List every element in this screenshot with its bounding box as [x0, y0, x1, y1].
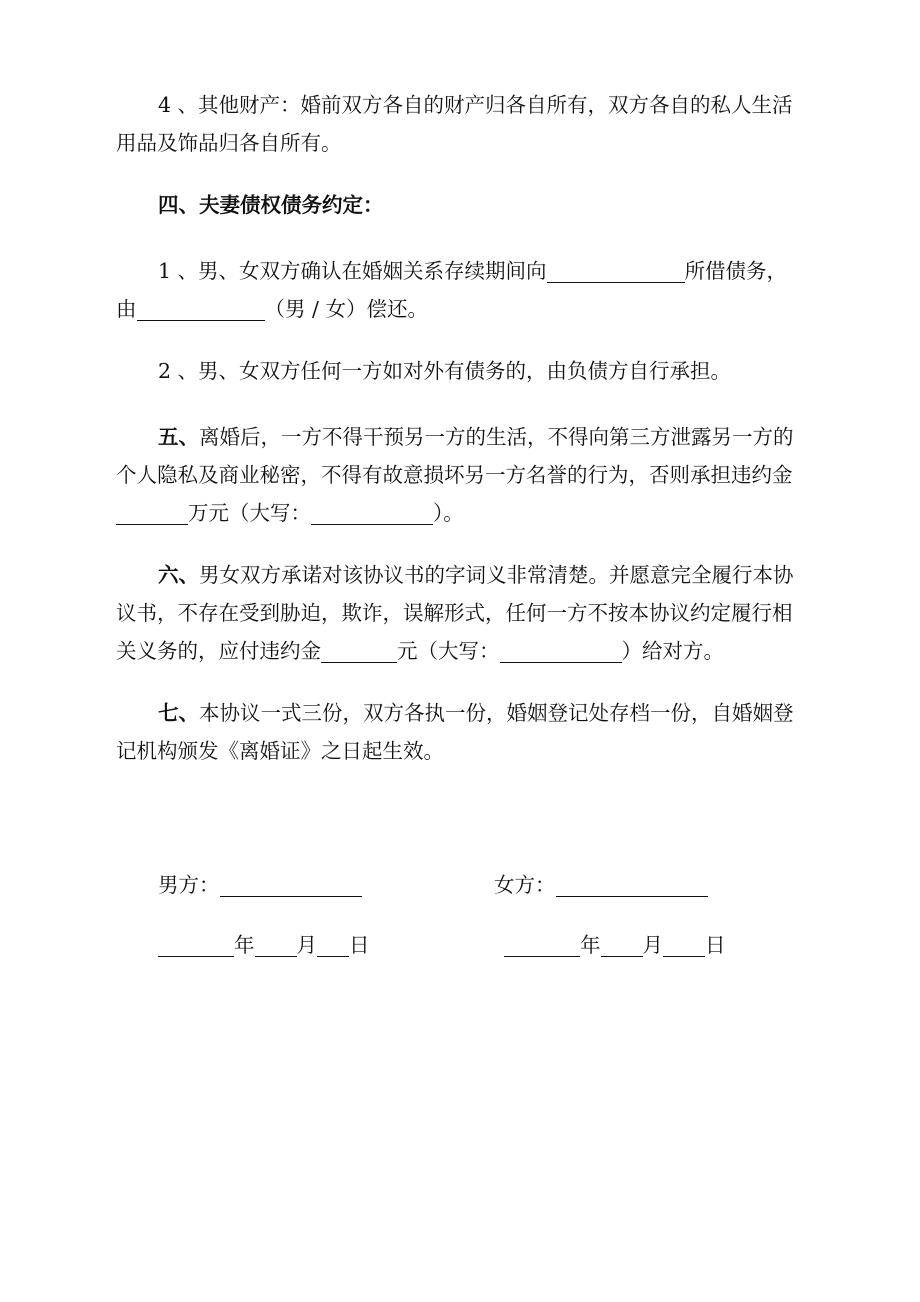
year-label: 年: [580, 933, 601, 957]
section-seven: [116, 694, 806, 770]
female-day-blank[interactable]: [663, 934, 705, 957]
section-six: [116, 556, 806, 670]
clause-text-part3: （男 / 女）偿还。: [264, 297, 428, 321]
day-label: 日: [705, 933, 726, 957]
male-label: 男方：: [158, 873, 220, 897]
year-label: 年: [234, 933, 255, 957]
section-heading-debts: [116, 186, 806, 224]
male-signature-blank[interactable]: [220, 874, 362, 897]
section-five: [116, 418, 806, 532]
clause-text-part2: 所借债务，由: [116, 259, 788, 321]
creditor-blank[interactable]: [547, 260, 685, 283]
month-label: 月: [296, 933, 317, 957]
male-signature-line: [158, 866, 362, 904]
female-label: 女方：: [494, 873, 556, 897]
female-month-blank[interactable]: [601, 934, 643, 957]
day-label: 日: [349, 933, 370, 957]
section-number: 七、: [158, 701, 199, 725]
female-signature-blank[interactable]: [556, 874, 708, 897]
section-number: 五、: [158, 425, 199, 449]
clause-text: 本协议一式三份，双方各执一份，婚姻登记处存档一份，自婚姻登记机构颁发《离婚证》之日起生效。: [116, 701, 794, 763]
breach-penalty-words-blank[interactable]: [500, 640, 622, 663]
female-year-blank[interactable]: [504, 934, 580, 957]
clause-text-part2: 元（大写：: [397, 639, 500, 663]
clause-text-part1: 男女双方承诺对该协议书的字词义非常清楚。并愿意完全履行本协议书，不存在受到胁迫，欺诈，误解形式，任何一方不按本协议约定履行相关义务的，应付违约金: [116, 563, 794, 663]
clause-text: 4 、其他财产：婚前双方各自的财产归各自所有，双方各自的私人生活用品及饰品归各自所有。: [116, 93, 793, 155]
female-signature-line: [494, 866, 708, 904]
clause-text: 2 、男、女双方任何一方如对外有债务的，由负债方自行承担。: [158, 359, 732, 383]
male-date-line: [158, 926, 370, 964]
clause-text-part1: 1 、男、女双方确认在婚姻关系存续期间向: [158, 259, 547, 283]
breach-penalty-blank[interactable]: [321, 640, 397, 663]
heading-text: 四、夫妻债权债务约定：: [158, 193, 384, 217]
repayer-blank[interactable]: [137, 298, 265, 321]
female-date-line: [504, 926, 726, 964]
clause-text-part3: ）给对方。: [621, 639, 724, 663]
clause-other-property: [116, 86, 806, 162]
male-month-blank[interactable]: [255, 934, 297, 957]
male-day-blank[interactable]: [317, 934, 349, 957]
male-year-blank[interactable]: [158, 934, 234, 957]
clause-text-part2: 万元（大写：: [188, 501, 311, 525]
penalty-amount-words-blank[interactable]: [311, 502, 433, 525]
clause-debt-1: [116, 252, 806, 328]
month-label: 月: [642, 933, 663, 957]
penalty-amount-blank[interactable]: [116, 502, 188, 525]
clause-text-part1: 离婚后，一方不得干预另一方的生活，不得向第三方泄露另一方的个人隐私及商业秘密，不得有故意损坏另一方名誉的行为，否则承担违约金: [116, 425, 794, 487]
clause-text-part3: ）。: [433, 501, 464, 525]
section-number: 六、: [158, 563, 199, 587]
clause-debt-2: [116, 352, 806, 390]
